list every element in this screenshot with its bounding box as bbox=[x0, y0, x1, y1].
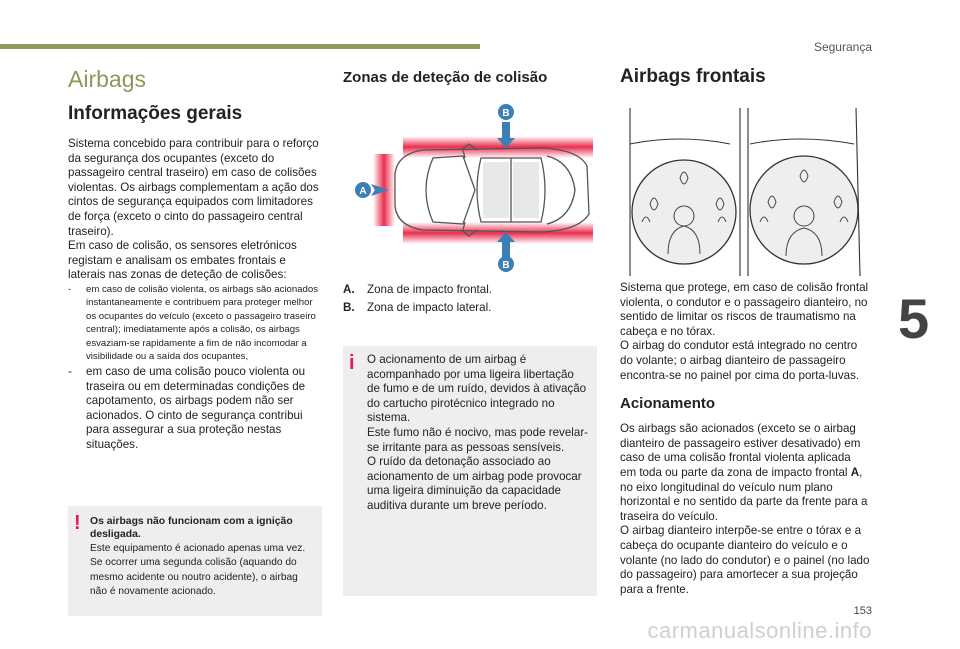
marker-b-top: B bbox=[502, 108, 510, 119]
warning-body: Este equipamento é acionado apenas uma vez. Se ocorrer uma segunda colisão (aquando do mesmo acidente ou noutro acidente), o airbag não é novamente acionado. bbox=[90, 542, 306, 598]
marker-b-bottom: B bbox=[502, 260, 510, 271]
front-airbags-paragraph: Sistema que protege, em caso de colisão frontal violenta, o condutor e o passageiro dianteiro, no sentido de limitar os riscos de traumatismo na cabeça e no tórax. bbox=[620, 281, 869, 338]
info-icon: i bbox=[349, 352, 355, 374]
legend-item: A. Zona de impacto frontal. bbox=[343, 283, 493, 296]
warning-title: Os airbags não funcionam com a ignição desligada. bbox=[90, 516, 293, 541]
section-header: Segurança bbox=[813, 40, 872, 54]
marker-a: A bbox=[359, 186, 367, 197]
front-airbags-illustration bbox=[620, 104, 868, 276]
passenger-airbag bbox=[750, 156, 858, 264]
warning-icon: ! bbox=[74, 512, 81, 534]
side-impact-zone-top bbox=[403, 136, 593, 158]
collision-zones-diagram bbox=[343, 92, 598, 272]
info-box bbox=[343, 346, 597, 596]
side-impact-zone-bottom bbox=[403, 222, 593, 244]
info-paragraph: Este fumo não é nocivo, mas pode revelar-se irritante para as pessoas sensíveis. bbox=[367, 425, 589, 454]
sensor-paragraph: Em caso de colisão, os sensores eletrónicos registam e analisam os embates frontais e laterais nas zonas de deteção de colisões: bbox=[68, 239, 297, 282]
info-paragraph: O ruído da detonação associado ao acionamento de um airbag pode provocar uma ligeira diminuição da capacidade auditiva durante um breve período. bbox=[367, 455, 582, 512]
top-rule bbox=[0, 44, 480, 49]
driver-airbag bbox=[632, 160, 736, 264]
zone-key-a: A bbox=[850, 465, 860, 479]
section-title: Airbags bbox=[68, 66, 146, 92]
deployment-list bbox=[68, 283, 324, 453]
heading-detection-zones: Zonas de deteção de colisão bbox=[343, 69, 548, 86]
watermark: carmanualsonline.info bbox=[647, 618, 872, 643]
column-front-airbags bbox=[620, 281, 870, 597]
front-airbags-paragraph: O airbag do condutor está integrado no centro do volante; o airbag dianteiro de passageiro encontra-se no painel por cima do porta-luvas. bbox=[620, 339, 860, 382]
list-item: - em caso de colisão violenta, os airbags são acionados instantaneamente e contribuem para proteger melhor os ocupantes do veículo (exceto o passageiro traseiro central); imediatamente após a colisão, os airbags esvaziam-se rapidamente a fim de não incomodar a visibilidade ou a saída dos ocupantes, bbox=[68, 283, 324, 364]
info-paragraph: O acionamento de um airbag é acompanhado por uma ligeira libertação de fumo e de um ruído, devidos à ativação do cartucho pirotécnico integrado no sistema. bbox=[367, 353, 587, 425]
page-number: 153 bbox=[853, 605, 872, 617]
zone-legend bbox=[343, 283, 598, 314]
heading-general-info: Informações gerais bbox=[68, 103, 243, 124]
activation-paragraph: Os airbags são acionados (exceto se o airbag dianteiro de passageiro estiver desativado) em caso de uma colisão frontal violenta aplicada em toda ou parte da zona de impacto frontal A, no eixo longitudinal do veículo num plano horizontal e no sentido da parte da frente para a traseira do veículo. bbox=[620, 422, 868, 523]
intro-paragraph: Sistema concebido para contribuir para o reforço da segurança dos ocupantes (exceto do passageiro central traseiro) em caso de colisões violentas. Os airbags complementam a ação dos cintos de segurança equipados com limitadores de força (exceto o cinto do passageiro central traseiro). bbox=[68, 137, 319, 238]
activation-paragraph: O airbag dianteiro interpõe-se entre o tórax e a cabeça do ocupante dianteiro do veículo e o volante (no lado do condutor) e o painel (no lado do passageiro) para amortecer a sua projeção para a frente. bbox=[620, 524, 870, 596]
column-general-info bbox=[68, 66, 324, 453]
legend-item: B. Zona de impacto lateral. bbox=[343, 301, 492, 314]
heading-activation: Acionamento bbox=[620, 395, 716, 413]
list-item: - em caso de uma colisão pouco violenta ou traseira ou em determinadas condições de capotamento, os airbags podem não ser acionados. O cinto de segurança contribui para assegurar a sua proteção nestas situações. bbox=[68, 365, 324, 453]
heading-front-airbags: Airbags frontais bbox=[620, 66, 766, 87]
chapter-number: 5 bbox=[898, 287, 930, 350]
warning-box bbox=[68, 506, 322, 616]
